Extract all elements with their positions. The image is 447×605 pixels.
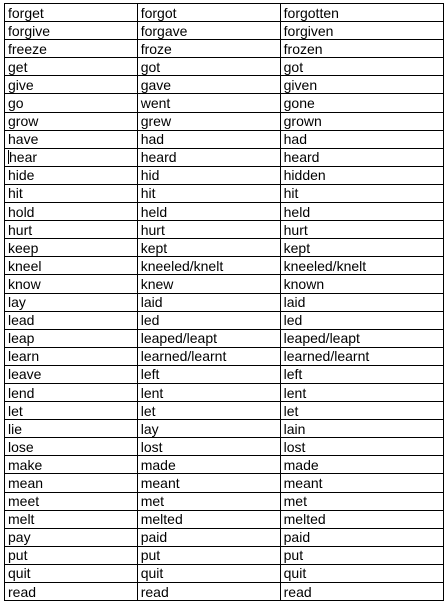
past-participle-cell[interactable] xyxy=(280,275,443,293)
cell-text: got xyxy=(283,58,304,75)
base-form-cell[interactable] xyxy=(5,420,138,438)
cell-text: hit xyxy=(8,185,23,202)
cell-text: froze xyxy=(140,40,172,57)
cell-text: make xyxy=(8,456,43,473)
cell-text: given xyxy=(283,76,318,93)
cell-text: kneeled/knelt xyxy=(283,257,367,274)
past-simple-cell[interactable] xyxy=(137,383,280,401)
table-row xyxy=(5,528,444,546)
past-simple-cell[interactable] xyxy=(137,275,280,293)
table-row xyxy=(5,275,444,293)
base-form-cell[interactable] xyxy=(5,365,138,383)
past-simple-cell[interactable] xyxy=(137,130,280,148)
past-participle-cell[interactable] xyxy=(280,329,443,347)
past-participle-cell[interactable] xyxy=(280,293,443,311)
cell-text: gave xyxy=(140,76,172,93)
past-participle-cell[interactable] xyxy=(280,148,443,166)
cell-text: give xyxy=(8,76,34,93)
table-row xyxy=(5,546,444,564)
past-participle-cell[interactable] xyxy=(280,456,443,474)
past-simple-cell[interactable] xyxy=(137,583,280,601)
cell-text: lend xyxy=(8,384,35,401)
cell-text: forget xyxy=(8,4,44,21)
past-simple-cell[interactable] xyxy=(137,148,280,166)
cell-text: quit xyxy=(8,565,31,582)
past-participle-cell[interactable] xyxy=(280,311,443,329)
past-participle-cell[interactable] xyxy=(280,76,443,94)
table-row xyxy=(5,4,444,22)
cell-text: melted xyxy=(283,511,326,528)
cell-text: grow xyxy=(8,113,39,130)
past-simple-cell[interactable] xyxy=(137,257,280,275)
table-row xyxy=(5,329,444,347)
past-simple-cell[interactable] xyxy=(137,420,280,438)
past-simple-cell[interactable] xyxy=(137,474,280,492)
cell-text: leave xyxy=(8,366,42,383)
table-row xyxy=(5,184,444,202)
table-row xyxy=(5,438,444,456)
table-row xyxy=(5,383,444,401)
cell-text: hit xyxy=(140,185,156,202)
base-form-cell[interactable] xyxy=(5,130,138,148)
base-form-cell[interactable] xyxy=(5,546,138,564)
cell-text: hurt xyxy=(8,221,33,238)
cell-text: had xyxy=(140,131,165,148)
cell-text: pay xyxy=(8,529,31,546)
cell-text: hide xyxy=(8,167,35,184)
cell-text: melt xyxy=(8,511,35,528)
cell-text: forgiven xyxy=(283,22,334,39)
table-row xyxy=(5,474,444,492)
table-row xyxy=(5,583,444,601)
past-participle-cell[interactable] xyxy=(280,546,443,564)
past-participle-cell[interactable] xyxy=(280,528,443,546)
base-form-cell[interactable] xyxy=(5,239,138,257)
past-simple-cell[interactable] xyxy=(137,184,280,202)
table-row xyxy=(5,239,444,257)
base-form-cell[interactable] xyxy=(5,112,138,130)
table-row xyxy=(5,564,444,582)
base-form-cell[interactable] xyxy=(5,166,138,184)
table-row xyxy=(5,456,444,474)
base-form-cell[interactable] xyxy=(5,474,138,492)
past-simple-cell[interactable] xyxy=(137,347,280,365)
cell-text: forgave xyxy=(140,22,188,39)
table-row xyxy=(5,76,444,94)
cell-text: kept xyxy=(140,239,168,256)
cell-text: forgotten xyxy=(283,4,339,21)
table-row xyxy=(5,40,444,58)
base-form-cell[interactable] xyxy=(5,40,138,58)
base-form-cell[interactable] xyxy=(5,311,138,329)
past-simple-cell[interactable] xyxy=(137,40,280,58)
cell-text: left xyxy=(283,366,303,383)
past-participle-cell[interactable] xyxy=(280,203,443,221)
cell-text: get xyxy=(8,58,28,75)
past-simple-cell[interactable] xyxy=(137,365,280,383)
past-participle-cell[interactable] xyxy=(280,402,443,420)
past-simple-cell[interactable] xyxy=(137,76,280,94)
table-row xyxy=(5,203,444,221)
cell-text: learn xyxy=(8,348,40,365)
cell-text: lost xyxy=(283,438,306,455)
cell-text: keep xyxy=(8,239,39,256)
cell-text: kneeled/knelt xyxy=(140,257,224,274)
past-participle-cell[interactable] xyxy=(280,438,443,456)
cell-text: made xyxy=(283,456,319,473)
base-form-cell[interactable] xyxy=(5,203,138,221)
past-participle-cell[interactable] xyxy=(280,40,443,58)
past-participle-cell[interactable] xyxy=(280,474,443,492)
cell-text: held xyxy=(283,203,311,220)
cell-text: made xyxy=(140,456,176,473)
base-form-cell[interactable] xyxy=(5,58,138,76)
past-participle-cell[interactable] xyxy=(280,239,443,257)
base-form-cell[interactable] xyxy=(5,76,138,94)
cell-text: grown xyxy=(283,113,322,130)
cell-text: held xyxy=(140,203,168,220)
base-form-cell[interactable] xyxy=(5,438,138,456)
cell-text: put xyxy=(8,547,28,564)
cell-text: put xyxy=(283,547,304,564)
cell-text: left xyxy=(140,366,160,383)
base-form-cell[interactable] xyxy=(5,528,138,546)
base-form-cell[interactable] xyxy=(5,293,138,311)
cell-text: have xyxy=(8,131,39,148)
cell-text: hidden xyxy=(283,167,326,184)
cell-text: meant xyxy=(140,474,180,491)
cell-text: met xyxy=(140,493,165,510)
cell-text: lose xyxy=(8,438,34,455)
past-simple-cell[interactable] xyxy=(137,528,280,546)
cell-text: hear xyxy=(9,149,38,166)
past-participle-cell[interactable] xyxy=(280,112,443,130)
cell-text: meet xyxy=(8,493,40,510)
table-row xyxy=(5,420,444,438)
table-row xyxy=(5,130,444,148)
cell-text: lent xyxy=(283,384,307,401)
cell-text: read xyxy=(140,583,169,600)
cell-text: led xyxy=(283,312,303,329)
past-simple-cell[interactable] xyxy=(137,329,280,347)
table-row xyxy=(5,112,444,130)
base-form-cell[interactable] xyxy=(5,583,138,601)
past-participle-cell[interactable] xyxy=(280,22,443,40)
cell-text: meant xyxy=(283,474,323,491)
cell-text: leaped/leapt xyxy=(140,330,218,347)
cell-text: hurt xyxy=(140,221,165,238)
cell-text: led xyxy=(140,312,160,329)
past-participle-cell[interactable] xyxy=(280,347,443,365)
past-participle-cell[interactable] xyxy=(280,4,443,22)
cell-text: put xyxy=(140,547,161,564)
past-simple-cell[interactable] xyxy=(137,311,280,329)
base-form-cell[interactable] xyxy=(5,492,138,510)
past-participle-cell[interactable] xyxy=(280,420,443,438)
cell-text: paid xyxy=(140,529,168,546)
past-simple-cell[interactable] xyxy=(137,112,280,130)
cell-text: got xyxy=(140,58,161,75)
cell-text: read xyxy=(283,583,312,600)
cell-text: laid xyxy=(283,294,306,311)
past-simple-cell[interactable] xyxy=(137,510,280,528)
cell-text: hit xyxy=(283,185,299,202)
past-simple-cell[interactable] xyxy=(137,546,280,564)
past-participle-cell[interactable] xyxy=(280,184,443,202)
cell-text: go xyxy=(8,95,24,112)
cell-text: went xyxy=(140,95,171,112)
table-row xyxy=(5,58,444,76)
table-row xyxy=(5,311,444,329)
cell-text: leaped/leapt xyxy=(283,330,360,347)
cell-text: lain xyxy=(283,420,306,437)
cell-text: kneel xyxy=(8,257,42,274)
cell-text: learned/learnt xyxy=(283,348,370,365)
cell-text: let xyxy=(283,402,299,419)
irregular-verbs-table xyxy=(4,3,444,601)
cell-text: let xyxy=(8,402,23,419)
past-simple-cell[interactable] xyxy=(137,293,280,311)
base-form-cell[interactable] xyxy=(5,564,138,582)
table-row xyxy=(5,510,444,528)
verb-table-body xyxy=(5,4,444,601)
base-form-cell[interactable] xyxy=(5,275,138,293)
past-simple-cell[interactable] xyxy=(137,456,280,474)
cell-text: forgive xyxy=(8,22,51,39)
cell-text: lead xyxy=(8,312,35,329)
cell-text: laid xyxy=(140,294,163,311)
cell-text: lie xyxy=(8,420,23,437)
cell-text: hurt xyxy=(283,221,308,238)
table-row xyxy=(5,94,444,112)
cell-text: hid xyxy=(140,167,160,184)
table-row xyxy=(5,365,444,383)
cell-text: kept xyxy=(283,239,311,256)
cell-text: knew xyxy=(140,275,174,292)
cell-text: freeze xyxy=(8,40,47,57)
table-row xyxy=(5,402,444,420)
past-simple-cell[interactable] xyxy=(137,166,280,184)
base-form-cell[interactable] xyxy=(5,329,138,347)
cell-text: hold xyxy=(8,203,35,220)
table-row xyxy=(5,221,444,239)
table-row xyxy=(5,166,444,184)
past-participle-cell[interactable] xyxy=(280,492,443,510)
past-simple-cell[interactable] xyxy=(137,438,280,456)
past-participle-cell[interactable] xyxy=(280,383,443,401)
cell-text: heard xyxy=(283,149,320,166)
cell-text: grew xyxy=(140,113,172,130)
past-simple-cell[interactable] xyxy=(137,22,280,40)
past-simple-cell[interactable] xyxy=(137,221,280,239)
base-form-cell[interactable] xyxy=(5,94,138,112)
past-participle-cell[interactable] xyxy=(280,221,443,239)
cell-text: melted xyxy=(140,511,183,528)
past-participle-cell[interactable] xyxy=(280,583,443,601)
past-participle-cell[interactable] xyxy=(280,564,443,582)
cell-text: had xyxy=(283,131,307,148)
cell-text: lost xyxy=(140,438,163,455)
base-form-cell[interactable] xyxy=(5,22,138,40)
past-participle-cell[interactable] xyxy=(280,58,443,76)
cell-text: lay xyxy=(8,294,26,311)
cell-text: forgot xyxy=(140,4,177,21)
cell-text: mean xyxy=(8,474,44,491)
cell-text: learned/learnt xyxy=(140,348,227,365)
table-row xyxy=(5,293,444,311)
past-simple-cell[interactable] xyxy=(137,4,280,22)
past-participle-cell[interactable] xyxy=(280,130,443,148)
past-participle-cell[interactable] xyxy=(280,94,443,112)
base-form-cell[interactable] xyxy=(5,184,138,202)
base-form-cell[interactable] xyxy=(5,347,138,365)
table-row xyxy=(5,22,444,40)
cell-text: met xyxy=(283,493,307,510)
base-form-cell[interactable] xyxy=(5,257,138,275)
base-form-cell[interactable] xyxy=(5,148,138,166)
base-form-cell[interactable] xyxy=(5,510,138,528)
cell-text: lay xyxy=(140,420,159,437)
cell-text: heard xyxy=(140,149,177,166)
base-form-cell[interactable] xyxy=(5,402,138,420)
past-participle-cell[interactable] xyxy=(280,166,443,184)
table-row xyxy=(5,492,444,510)
table-row xyxy=(5,257,444,275)
past-simple-cell[interactable] xyxy=(137,402,280,420)
table-row xyxy=(5,347,444,365)
past-participle-cell[interactable] xyxy=(280,365,443,383)
past-simple-cell[interactable] xyxy=(137,94,280,112)
base-form-cell[interactable] xyxy=(5,221,138,239)
past-simple-cell[interactable] xyxy=(137,203,280,221)
past-participle-cell[interactable] xyxy=(280,510,443,528)
cell-text: read xyxy=(8,583,37,600)
cell-text: let xyxy=(140,402,156,419)
past-simple-cell[interactable] xyxy=(137,492,280,510)
cell-text: quit xyxy=(283,565,307,582)
base-form-cell[interactable] xyxy=(5,456,138,474)
cell-text: frozen xyxy=(283,40,323,57)
cell-text: lent xyxy=(140,384,164,401)
past-simple-cell[interactable] xyxy=(137,564,280,582)
cell-text: paid xyxy=(283,529,311,546)
cell-text: known xyxy=(283,275,325,292)
past-simple-cell[interactable] xyxy=(137,239,280,257)
cell-text: leap xyxy=(8,330,35,347)
past-participle-cell[interactable] xyxy=(280,257,443,275)
base-form-cell[interactable] xyxy=(5,4,138,22)
past-simple-cell[interactable] xyxy=(137,58,280,76)
cell-text: gone xyxy=(283,95,315,112)
base-form-cell[interactable] xyxy=(5,383,138,401)
cell-text: know xyxy=(8,275,41,292)
table-row xyxy=(5,148,444,166)
cell-text: quit xyxy=(140,565,164,582)
